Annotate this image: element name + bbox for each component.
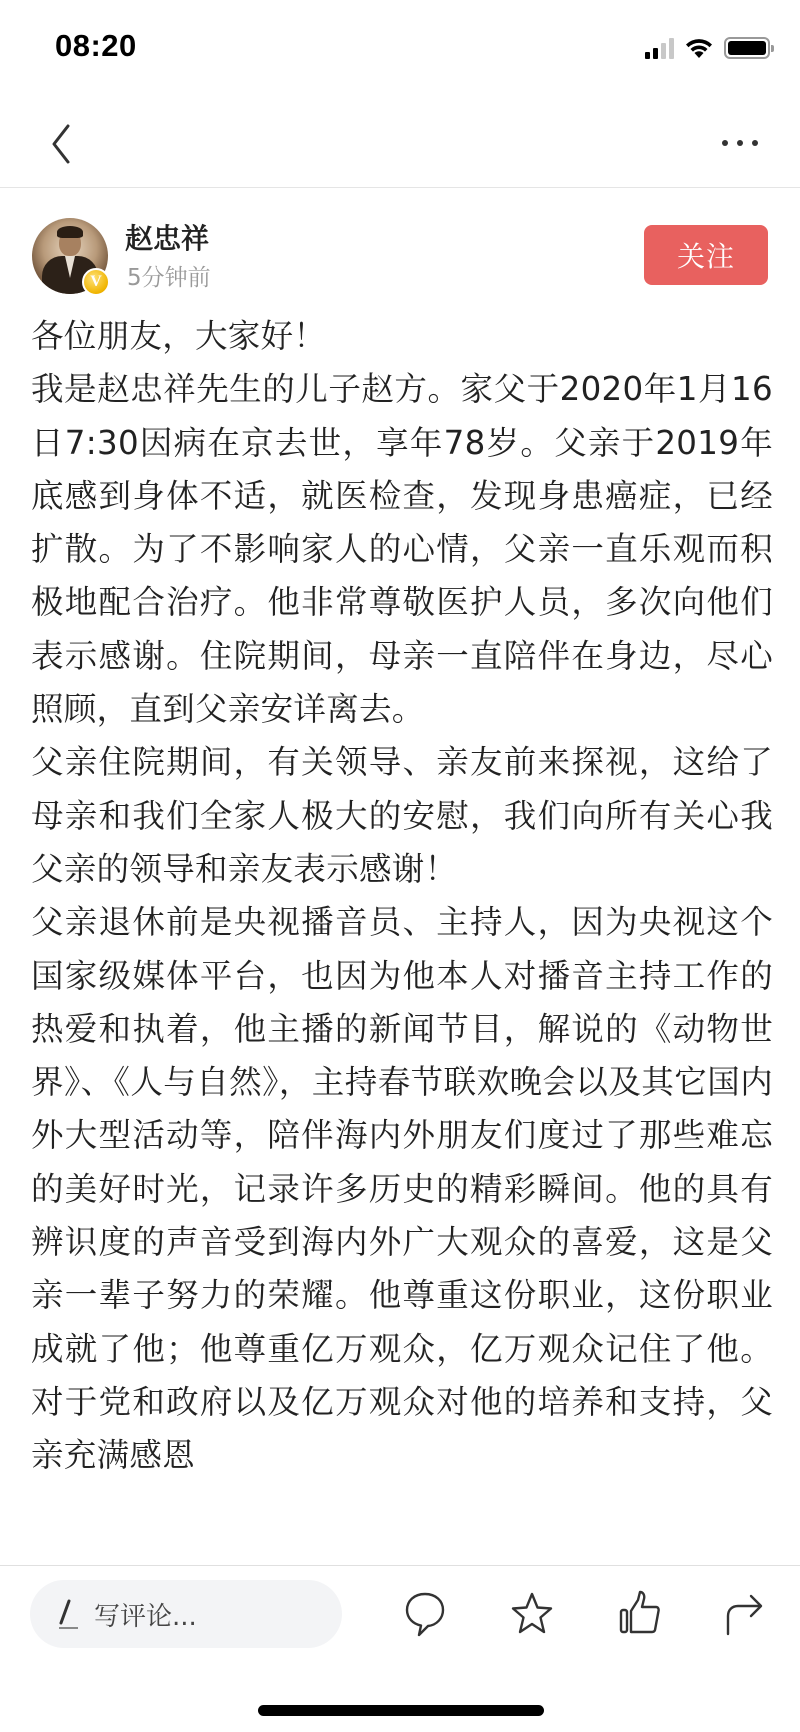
article-paragraph: 各位朋友，大家好！ — [31, 317, 327, 355]
chevron-left-icon — [40, 118, 90, 168]
more-horizontal-icon — [722, 140, 728, 146]
home-indicator[interactable] — [258, 1705, 544, 1716]
post-time: 5分钟前 — [127, 265, 211, 291]
wifi-icon — [684, 36, 714, 60]
comment-input[interactable] — [30, 1580, 342, 1648]
status-bar — [0, 0, 800, 100]
author-name[interactable]: 赵忠祥 — [125, 222, 210, 255]
verified-badge-icon: V — [82, 268, 110, 296]
share-button[interactable] — [716, 1586, 772, 1642]
like-button[interactable] — [612, 1586, 668, 1642]
status-icons — [645, 36, 770, 60]
thumbs-up-icon — [612, 1586, 668, 1642]
comment-button[interactable] — [397, 1586, 453, 1642]
bottom-action-bar — [0, 1565, 800, 1732]
star-icon — [504, 1586, 560, 1642]
status-time: 08:20 — [55, 28, 137, 63]
favorite-button[interactable] — [504, 1586, 560, 1642]
author-header — [0, 215, 800, 295]
nav-bar — [0, 100, 800, 188]
comment-placeholder: 写评论... — [94, 1601, 197, 1632]
cellular-signal-icon — [645, 37, 674, 59]
back-button[interactable] — [40, 118, 90, 168]
article-paragraph: 我是赵忠祥先生的儿子赵方。家父于2020年1月16日7:30因病在京去世，享年78岁。父亲于2019年底感到身体不适，就医检查，发现身患癌症，已经扩散。为了不影响家人的心情，父亲一直乐观而积极地配合治疗。他非常尊敬医护人员，多次向他们表示感谢。住院期间，母亲一直陪伴在身边，尽心照顾，直到父亲安详离去。 — [31, 370, 773, 729]
follow-button[interactable]: 关注 — [644, 225, 768, 285]
article-paragraph: 父亲住院期间，有关领导、亲友前来探视，这给了母亲和我们全家人极大的安慰，我们向所有关心我父亲的领导和亲友表示感谢！ — [31, 743, 773, 888]
share-arrow-icon — [716, 1586, 772, 1642]
more-button[interactable] — [710, 125, 770, 161]
article-body — [31, 310, 773, 1565]
pencil-icon — [56, 1597, 84, 1631]
battery-icon — [724, 37, 770, 59]
speech-bubble-icon — [397, 1586, 453, 1642]
article-paragraph: 父亲退休前是央视播音员、主持人，因为央视这个国家级媒体平台，也因为他本人对播音主持工作的热爱和执着，他主播的新闻节目，解说的《动物世界》、《人与自然》，主持春节联欢晚会以及其它国内外大型活动等，陪伴海内外朋友们度过了那些难忘的美好时光，记录许多历史的精彩瞬间。他的具有辨识度的声音受到海内外广大观众的喜爱，这是父亲一辈子努力的荣耀。他尊重这份职业，这份职业成就了他；他尊重亿万观众，亿万观众记住了他。对于党和政府以及亿万观众对他的培养和支持，父亲充满感恩 — [31, 903, 773, 1475]
